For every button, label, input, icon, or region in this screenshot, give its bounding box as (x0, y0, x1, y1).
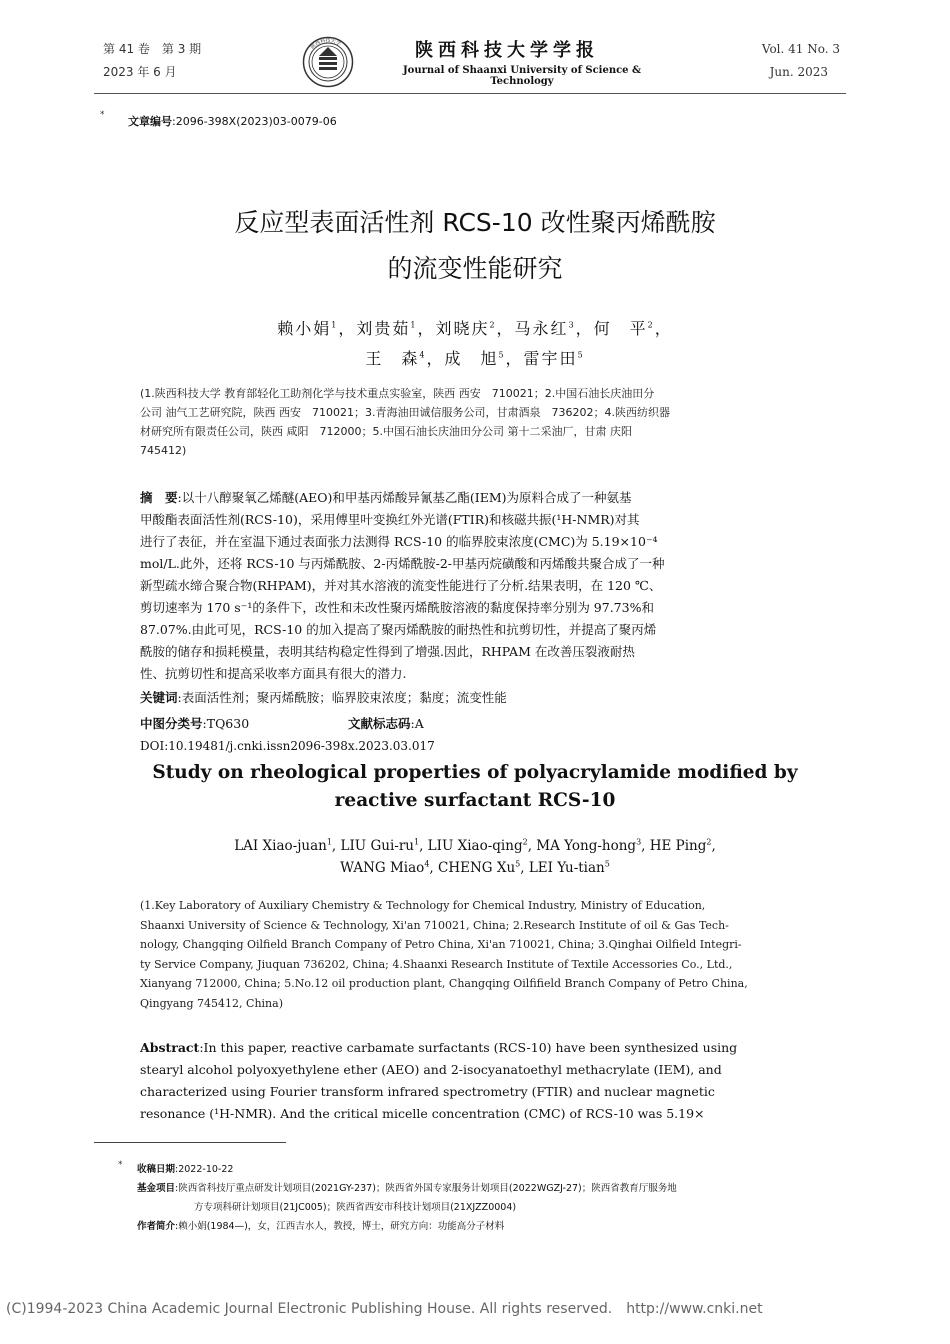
doi: DOI:10.19481/j.cnki.issn2096-398x.2023.03.017 (140, 739, 435, 753)
title-en-line2: reactive surfactant RCS-10 (334, 790, 616, 811)
asterisk-mark: * (100, 110, 105, 120)
footnote-rule (94, 1142, 286, 1143)
authors-cn-line1: 赖小娟$^1$，刘贵茹$^1$，刘晓庆$^2$，马永红$^3$，何 平$^2$， (277, 319, 673, 338)
clc-number: 中图分类号:TQ630 (140, 716, 250, 731)
received-date: 收稿日期:2022-10-22 (137, 1164, 234, 1175)
author-bio: 作者简介:赖小娟(1984—)，女，江西吉水人，教授，博士，研究方向：功能高分子材料 (137, 1221, 505, 1232)
journal-title-en: Journal of Shaanxi University of Science & Technology (402, 65, 642, 87)
abstract-en-label: Abstract (140, 1040, 200, 1055)
document-code: 文献标志码:A (348, 716, 424, 731)
authors-cn-line2: 王 森$^4$，成 旭$^5$，雷宇田$^5$ (365, 349, 585, 368)
title-cn-line1: 反应型表面活性剂 RCS-10 改性聚丙烯酰胺 (234, 208, 716, 237)
journal-title-cn: 陕西科技大学学报 (415, 40, 599, 61)
svg-text:陕西科技大学: 陕西科技大学 (309, 37, 342, 51)
header-rule (94, 93, 846, 94)
funding-line2: 方专项科研计划项目(21JC005)；陕西省西安市科技计划项目(21XJZZ0004) (194, 1202, 517, 1213)
header-volume-en: Vol. 41 No. 3 (761, 42, 840, 56)
title-en-line1: Study on rheological properties of polyacrylamide modified by (152, 762, 798, 783)
header-date-en: Jun. 2023 (769, 65, 828, 79)
keywords-cn: 关键词:表面活性剂；聚丙烯酰胺；临界胶束浓度；黏度；流变性能 (140, 690, 507, 705)
authors-en-line2: WANG Miao$^4$, CHENG Xu$^5$, LEI Yu-tian$^5$ (340, 859, 610, 876)
title-cn-line2: 的流变性能研究 (387, 254, 563, 283)
copyright-footer: (C)1994-2023 China Academic Journal Electronic Publishing House. All rights reserved. http://www.cnki.net (6, 1301, 763, 1317)
abstract-en: Abstract:In this paper, reactive carbamate surfactants (RCS-10) have been synthesized using stearyl alcohol polyoxyethylene ether (AEO) and 2-isocyanatoethyl methacrylate (IEM), and characterized using Fourier transform infrared spectrometry (FTIR) and nuclear magnetic resonance (¹H-NMR). And the critical micelle concentration (CMC) of RCS-10 was 5.19× (140, 1040, 738, 1121)
footnote-mark: * (118, 1160, 123, 1170)
university-logo (302, 36, 354, 88)
header-date-cn: 2023 年 6 月 (103, 65, 177, 79)
abstract-cn-label: 摘 要 (140, 490, 178, 505)
affiliations-en: (1.Key Laboratory of Auxiliary Chemistry & Technology for Chemical Industry, Ministry of Education, Shaanxi University of Science & Technology, Xi'an 710021, China; 2.Research Institute of oil & Gas Tech- nology, Changqing Oilfield Branch Company of Petro China, Xi'an 710021, China; 3.Qinghai Oilfield Integri- ty Service Company, Jiuquan 736202, China; 4.Shaanxi Research Institute of Textile Accessories Co., Ltd., Xianyang 712000, China; 5.No.12 oil production plant, Changqing Oilfifield Branch Company of Petro China, Qingyang 745412, China) (140, 899, 748, 1010)
affiliations-cn: (1.陕西科技大学 教育部轻化工助剂化学与技术重点实验室，陕西 西安 710021；2.中国石油长庆油田分 公司 油气工艺研究院，陕西 西安 710021；3.青海油田诚信服务公司，甘肃酒泉 736202；4.陕西纺织器 材研究所有限责任公司，陕西 咸阳 712000；5.中国石油长庆油田分公司 第十二采油厂，甘肃 庆阳 745412) (140, 387, 670, 457)
funding-line1: 基金项目:陕西省科技厅重点研发计划项目(2021GY-237)；陕西省外国专家服务计划项目(2022WGZJ-27)；陕西省教育厅服务地 (137, 1183, 677, 1194)
article-number: 文章编号:2096-398X(2023)03-0079-06 (128, 115, 337, 128)
authors-en-line1: LAI Xiao-juan$^1$, LIU Gui-$ru^1$, LIU Xiao-qing$^2$, MA Yong-hong$^3$, HE Ping$^2$, (234, 837, 716, 854)
header-volume-cn: 第 41 卷 第 3 期 (103, 42, 202, 56)
abstract-cn: 摘 要:以十八醇聚氧乙烯醚(AEO)和甲基丙烯酸异氰基乙酯(IEM)为原料合成了一种氨基 甲酸酯表面活性剂(RCS-10)，采用傅里叶变换红外光谱(FTIR)和核磁共振(¹H-NMR)对其 进行了表征，并在室温下通过表面张力法测得 RCS-10 的临界胶束浓度(CMC)为 5.19×10⁻⁴ mol/L.此外，还将 RCS-10 与丙烯酰胺、2-丙烯酰胺-2-甲基丙烷磺酸和丙烯酸共聚合成了一种 新型疏水缔合聚合物(RHPAM)，并对其水溶液的流变性能进行了分析.结果表明，在 120 ℃、 剪切速率为 170 s⁻¹的条件下，改性和未改性聚丙烯酰胺溶液的黏度保持率分别为 97.73%和 87.07%.由此可见，RCS-10 的加入提高了聚丙烯酰胺的耐热性和抗剪切性，并提高了聚丙烯 酰胺的储存和损耗模量，表明其结构稳定性得到了增强.因此，RHPAM 在改善压裂液耐热 性、抗剪切性和提高采收率方面具有很大的潜力. (140, 490, 665, 681)
